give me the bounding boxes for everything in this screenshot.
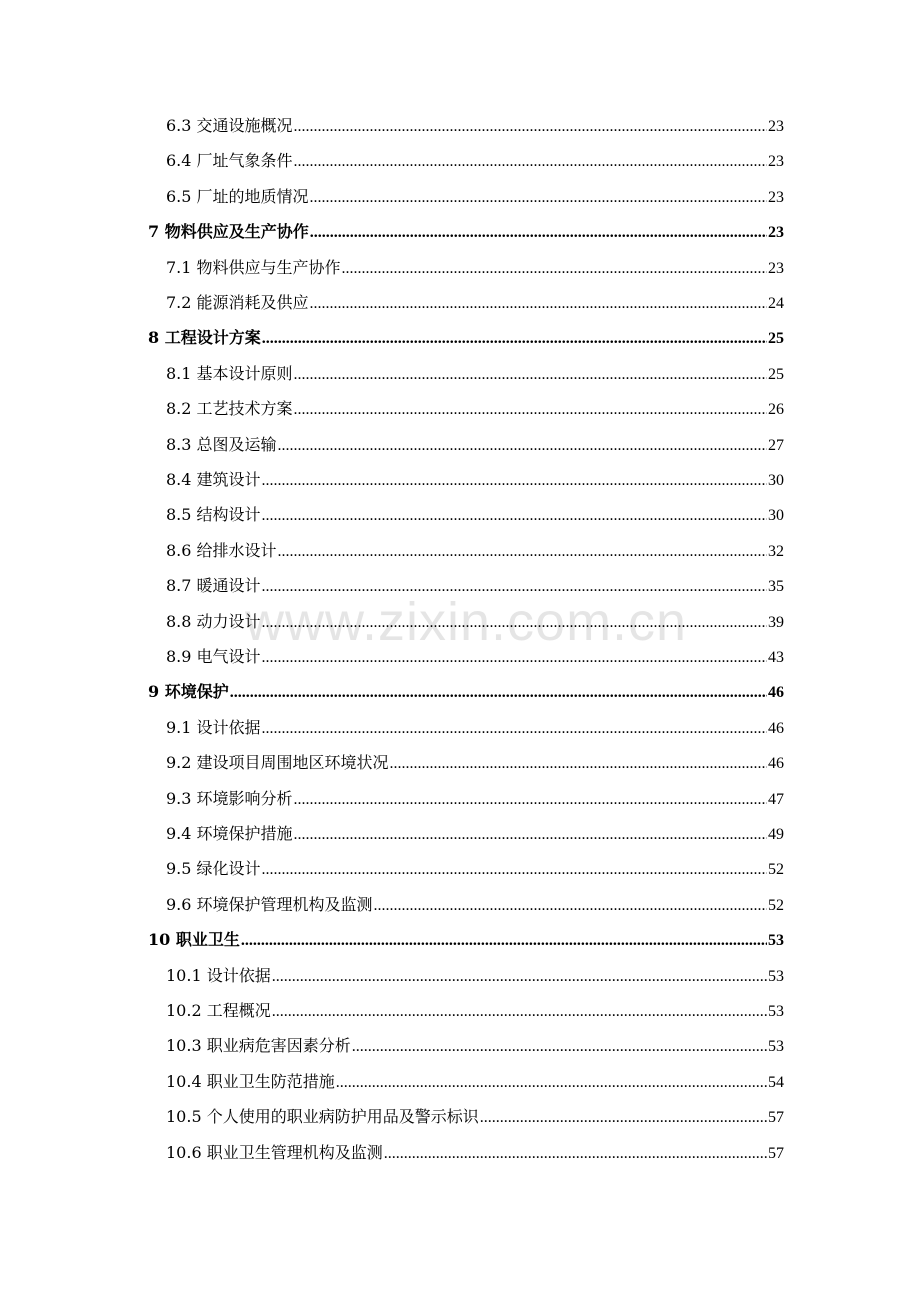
dot-leader xyxy=(310,286,767,322)
dot-leader xyxy=(310,215,767,251)
toc-entry-page-number: 46 xyxy=(768,755,784,773)
dot-leader xyxy=(352,1029,767,1065)
dot-leader xyxy=(342,251,767,287)
toc-entry-title: 9.3 环境影响分析 xyxy=(166,788,293,808)
toc-entry-title: 10.2 工程概况 xyxy=(166,1001,271,1020)
dot-leader xyxy=(230,675,767,711)
toc-entry-page-number: 52 xyxy=(768,896,784,914)
toc-entry-title: 7.1 物料供应与生产协作 xyxy=(166,257,341,277)
toc-section-entry[interactable] xyxy=(166,497,784,533)
toc-entry-page-number: 57 xyxy=(768,1144,784,1162)
dot-leader xyxy=(262,321,767,357)
toc-entry-title: 8.7 暖通设计 xyxy=(166,576,261,596)
toc-entry-title: 8.3 总图及运输 xyxy=(166,434,277,454)
toc-entry-title: 8.5 结构设计 xyxy=(166,505,261,525)
toc-section-entry[interactable] xyxy=(166,816,784,852)
dot-leader xyxy=(262,711,767,747)
toc-entry-page-number: 23 xyxy=(768,153,784,171)
toc-section-entry[interactable] xyxy=(166,745,784,781)
toc-section-entry[interactable] xyxy=(166,1028,784,1064)
toc-entry-page-number: 32 xyxy=(768,542,784,560)
toc-entry-title: 10 职业卫生 xyxy=(148,930,240,950)
toc-entry-page-number: 52 xyxy=(768,861,784,879)
toc-entry-page-number: 43 xyxy=(768,649,784,666)
dot-leader xyxy=(262,852,767,888)
toc-section-entry[interactable] xyxy=(166,1135,784,1171)
toc-entry-page-number: 47 xyxy=(768,790,784,808)
dot-leader xyxy=(262,463,767,499)
toc-entry-title: 8.2 工艺技术方案 xyxy=(166,399,293,419)
dot-leader xyxy=(374,888,767,924)
toc-entry-title: 6.4 厂址气象条件 xyxy=(166,151,293,171)
toc-entry-page-number: 25 xyxy=(768,330,784,348)
toc-entry-title: 8.9 电气设计 xyxy=(166,647,261,666)
toc-entry-title: 6.3 交通设施概况 xyxy=(166,116,293,135)
toc-chapter-entry[interactable] xyxy=(148,214,784,250)
dot-leader xyxy=(278,534,767,570)
toc-chapter-entry[interactable] xyxy=(148,674,784,710)
toc-section-entry[interactable] xyxy=(166,710,784,746)
toc-entry-page-number: 57 xyxy=(768,1109,784,1127)
toc-entry-page-number: 49 xyxy=(768,826,784,843)
toc-section-entry[interactable] xyxy=(166,391,784,427)
toc-entry-page-number: 26 xyxy=(768,401,784,419)
toc-entry-page-number: 35 xyxy=(768,578,784,596)
toc-entry-page-number: 23 xyxy=(768,224,784,242)
toc-entry-page-number: 30 xyxy=(768,472,784,489)
toc-entry-title: 8.6 给排水设计 xyxy=(166,540,277,560)
dot-leader xyxy=(262,498,767,534)
toc-entry-page-number: 30 xyxy=(768,507,784,525)
dot-leader xyxy=(294,144,767,180)
toc-chapter-entry[interactable] xyxy=(148,320,784,356)
dot-leader xyxy=(272,959,767,995)
toc-entry-title: 10.3 职业病危害因素分析 xyxy=(166,1036,351,1056)
toc-section-entry[interactable] xyxy=(166,887,784,923)
toc-section-entry[interactable] xyxy=(166,533,784,569)
watermark: www.zixin.com.cn xyxy=(245,592,688,652)
toc-entry-title: 7 物料供应及生产协作 xyxy=(148,222,309,242)
toc-entry-page-number: 53 xyxy=(768,1038,784,1056)
dot-leader xyxy=(294,109,767,145)
toc-entry-title: 10.1 设计依据 xyxy=(166,965,271,985)
toc-entry-page-number: 23 xyxy=(768,118,784,135)
toc-section-entry[interactable] xyxy=(166,851,784,887)
toc-entry-title: 7.2 能源消耗及供应 xyxy=(166,293,309,312)
toc-section-entry[interactable] xyxy=(166,250,784,286)
toc-section-entry[interactable] xyxy=(166,993,784,1029)
toc-entry-page-number: 27 xyxy=(768,436,784,454)
dot-leader xyxy=(272,994,767,1030)
toc-entry-page-number: 24 xyxy=(768,295,784,312)
toc-entry-title: 9.1 设计依据 xyxy=(166,717,261,737)
toc-entry-title: 8.1 基本设计原则 xyxy=(166,363,293,383)
dot-leader xyxy=(294,357,767,393)
toc-entry-title: 6.5 厂址的地质情况 xyxy=(166,186,309,206)
toc-section-entry[interactable] xyxy=(166,179,784,215)
toc-entry-page-number: 54 xyxy=(768,1073,784,1091)
toc-entry-title: 9.5 绿化设计 xyxy=(166,859,261,879)
dot-leader xyxy=(278,428,767,464)
toc-entry-title: 10.4 职业卫生防范措施 xyxy=(166,1071,335,1091)
toc-section-entry[interactable] xyxy=(166,108,784,144)
toc-entry-page-number: 53 xyxy=(768,1003,784,1020)
toc-section-entry[interactable] xyxy=(166,427,784,463)
toc-entry-title: 9.4 环境保护措施 xyxy=(166,824,293,843)
dot-leader xyxy=(384,1136,767,1172)
toc-entry-title: 8.4 建筑设计 xyxy=(166,470,261,489)
toc-entry-page-number: 39 xyxy=(768,613,784,631)
toc-section-entry[interactable] xyxy=(166,958,784,994)
toc-entry-page-number: 46 xyxy=(768,719,784,737)
toc-entry-page-number: 53 xyxy=(768,932,784,950)
toc-entry-title: 10.6 职业卫生管理机构及监测 xyxy=(166,1142,383,1162)
toc-section-entry[interactable] xyxy=(166,1099,784,1135)
dot-leader xyxy=(336,1065,767,1101)
dot-leader xyxy=(241,923,767,959)
toc-entry-page-number: 46 xyxy=(768,684,784,702)
dot-leader xyxy=(294,392,767,428)
toc-entry-title: 9 环境保护 xyxy=(148,682,229,702)
toc-entry-page-number: 25 xyxy=(768,365,784,383)
dot-leader xyxy=(390,746,767,782)
dot-leader xyxy=(294,782,767,818)
toc-section-entry[interactable] xyxy=(166,285,784,321)
dot-leader xyxy=(310,180,767,216)
toc-section-entry[interactable] xyxy=(166,1064,784,1100)
toc-entry-page-number: 23 xyxy=(768,188,784,206)
toc-entry-title: 9.6 环境保护管理机构及监测 xyxy=(166,894,373,914)
dot-leader xyxy=(480,1100,767,1136)
toc-entry-page-number: 53 xyxy=(768,967,784,985)
dot-leader xyxy=(294,817,767,853)
toc-section-entry[interactable] xyxy=(166,462,784,498)
toc-entry-page-number: 23 xyxy=(768,259,784,277)
toc-entry-title: 9.2 建设项目周围地区环境状况 xyxy=(166,753,389,773)
toc-entry-title: 8.8 动力设计 xyxy=(166,611,261,631)
toc-section-entry[interactable] xyxy=(166,143,784,179)
toc-section-entry[interactable] xyxy=(166,356,784,392)
toc-entry-title: 10.5 个人使用的职业病防护用品及警示标识 xyxy=(166,1107,479,1127)
toc-entry-title: 8 工程设计方案 xyxy=(148,328,261,348)
toc-chapter-entry[interactable] xyxy=(148,922,784,958)
toc-section-entry[interactable] xyxy=(166,781,784,817)
